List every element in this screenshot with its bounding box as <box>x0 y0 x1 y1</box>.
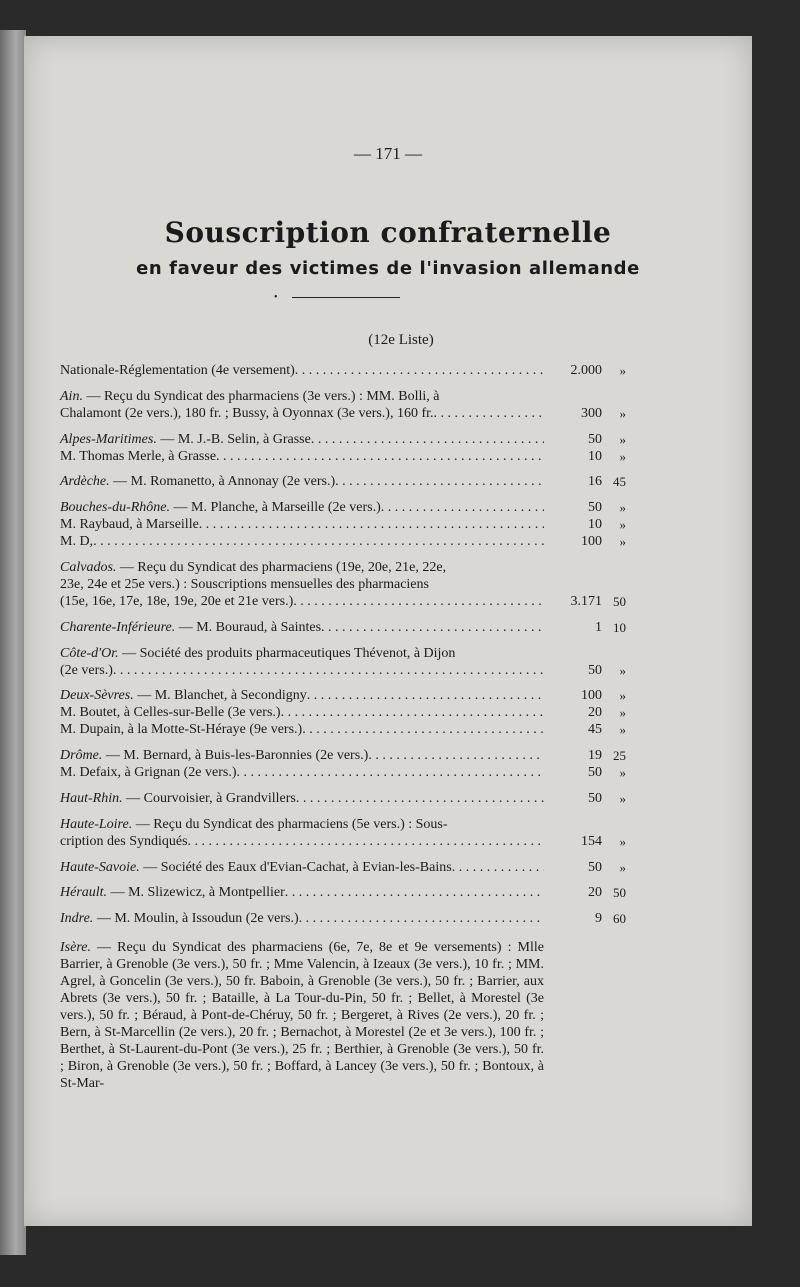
amount-cents: » <box>619 688 626 704</box>
entry-line <box>60 645 544 662</box>
amount-cents: » <box>619 662 626 678</box>
amount-value <box>544 559 602 576</box>
amount-cents <box>602 576 626 593</box>
list-item <box>60 473 630 490</box>
entry-description: — M. Planche, à Marseille (2e vers.) <box>170 500 381 516</box>
department-name: Haut-Rhin. <box>60 790 123 806</box>
amount-value: 20 <box>588 705 602 721</box>
amount-cents: » <box>619 534 626 550</box>
entry-description: M. Defaix, à Grignan (2e vers.) <box>60 765 237 781</box>
entry-line <box>60 721 544 738</box>
amount <box>544 764 630 781</box>
entry-text <box>60 884 544 901</box>
amount-cents <box>602 559 626 576</box>
entry-line <box>60 473 544 490</box>
entry-text <box>60 747 544 781</box>
entry-line <box>60 747 544 764</box>
amount-value: 20 <box>588 885 602 901</box>
department-name: Haute-Loire. <box>60 816 133 832</box>
entry-text <box>60 559 544 610</box>
entry-description: — Reçu du Syndicat des pharmaciens (6e, 7e, 8e et 9e versements) : Mlle Barrier, à Grenoble (3e vers.), 50 fr. ; Mme Valencin, à Izeaux (3e vers.), 10 fr. ; MM. Agrel, à Goncelin (3e vers.), 50 fr. Baboin, à Grenoble (3e vers.), 50 fr. ; Barrier, aux Abrets (3e vers.), 50 fr. ; Bataille, à La Tour-du-Pin, 50 fr. ; Bellet, à Morestel (3e vers.), 50 fr. ; Béraud, à Pont-de-Chéruy, 50 fr. ; Bergeret, à Rives (2e vers.), 20 fr. ; Bern, à St-Marcellin (2e vers.), 20 fr. ; Bernachot, à Morestel (2e et 3e vers.), 100 fr. ; Berthet, à St-Laurent-du-Pont (3e vers.), 25 fr. ; Berthier, à Grenoble (3e vers.), 50 fr. ; Biron, à Grenoble (3e vers.), 50 fr. ; Boffard, à Lancey (3e vers.), 50 fr. ; Bontoux, à St-Mar- <box>60 940 544 1092</box>
department-name: Bouches-du-Rhône. <box>60 500 171 516</box>
amount-value <box>544 645 602 662</box>
amount-value: 3.171 <box>570 593 602 609</box>
entry-description: cription des Syndiqués <box>60 833 188 849</box>
amount-cents: » <box>619 859 626 875</box>
page-title: Souscription confraternelle <box>164 216 612 249</box>
list-item <box>60 619 630 636</box>
entry-description: — Reçu du Syndicat des pharmaciens (3e vers.) : MM. Bolli, à <box>82 388 440 404</box>
entry-line <box>60 362 544 379</box>
leader-dots <box>285 884 544 901</box>
entry-line <box>60 790 544 807</box>
entry-amounts <box>544 816 630 850</box>
list-item <box>60 816 630 850</box>
leader-dots <box>381 499 544 516</box>
amount-value: 45 <box>588 722 602 738</box>
amount-cents: » <box>619 405 626 421</box>
entry-description: — Société des produits pharmaceutiques Thévenot, à Dijon <box>118 645 456 661</box>
amount <box>544 816 630 833</box>
entry-line <box>60 593 544 610</box>
list-item <box>60 559 630 610</box>
entry-description: (2e vers.) <box>60 662 113 678</box>
entry-description: — M. Romanetto, à Annonay (2e vers.) <box>109 474 336 490</box>
entry-text <box>60 619 544 636</box>
amount <box>544 559 630 576</box>
leader-dots <box>237 764 545 781</box>
department-name: Isère. <box>60 940 91 956</box>
list-item <box>60 747 630 781</box>
department-name: Hérault. <box>60 885 108 901</box>
entry-line <box>60 687 544 704</box>
leader-dots <box>321 619 544 636</box>
list-item <box>60 499 630 550</box>
entry-text <box>60 431 544 465</box>
amount-cents <box>602 388 626 405</box>
page-number: — 171 — <box>354 144 422 163</box>
amount-cents: » <box>619 722 626 738</box>
amount-value: 2.000 <box>570 363 602 378</box>
amount-cents: 50 <box>613 885 626 901</box>
department-name: Deux-Sèvres. <box>60 688 134 704</box>
entry-amounts <box>544 884 630 901</box>
amount-cents: » <box>619 765 626 781</box>
list-item <box>60 645 630 679</box>
entry-line <box>60 816 544 833</box>
leader-dots <box>113 662 544 679</box>
amount <box>544 645 630 662</box>
entry-line <box>60 910 544 927</box>
entry-text <box>60 859 544 876</box>
entry-description: — M. Bouraud, à Saintes <box>175 619 322 635</box>
entry-amounts <box>544 388 630 422</box>
list-item <box>60 790 630 807</box>
entry-line <box>60 576 544 593</box>
amount-cents: 60 <box>613 911 626 927</box>
entry-amounts <box>544 619 630 636</box>
department-name: Côte-d'Or. <box>60 645 119 661</box>
list-item <box>60 687 630 738</box>
entry-description: (15e, 16e, 17e, 18e, 19e, 20e et 21e vers.) <box>60 593 294 609</box>
entry-description: M. Boutet, à Celles-sur-Belle (3e vers.) <box>60 705 281 721</box>
amount <box>544 747 630 764</box>
amount-value: 100 <box>581 688 602 704</box>
leader-dots <box>452 859 544 876</box>
entry-description: — M. Slizewicz, à Montpellier <box>107 885 285 901</box>
list-item <box>60 884 630 901</box>
amount-value: 50 <box>588 859 602 875</box>
entry-line <box>60 405 544 422</box>
list-heading: (12e Liste) <box>368 332 434 348</box>
amount <box>544 473 630 490</box>
amount-value: 154 <box>581 833 602 849</box>
entry-description: M. D, <box>60 534 94 550</box>
entry-amounts <box>544 559 630 610</box>
leader-dots <box>296 790 544 807</box>
title-divider <box>292 297 400 298</box>
entry-description: — M. Moulin, à Issoudun (2e vers.) <box>93 911 299 927</box>
amount-cents: 50 <box>613 593 626 609</box>
leader-dots <box>293 593 544 610</box>
list-item <box>60 939 630 1092</box>
page-subtitle: en faveur des victimes de l'invasion allemande <box>136 258 640 279</box>
amount <box>544 388 630 405</box>
entry-line <box>60 662 544 679</box>
amount <box>544 910 630 927</box>
amount-value: 50 <box>588 790 602 806</box>
leader-dots <box>307 687 544 704</box>
book-binding-edge <box>0 30 26 1255</box>
subscription-list <box>60 362 630 1101</box>
department-name: Alpes-Maritimes. <box>60 431 157 447</box>
amount <box>544 704 630 721</box>
entry-amounts <box>544 362 630 379</box>
entry-text <box>60 362 544 379</box>
amount-cents <box>602 816 626 833</box>
entry-description: — M. Blanchet, à Secondigny <box>133 688 307 704</box>
amount <box>544 662 630 679</box>
entry-amounts <box>544 687 630 738</box>
entry-line <box>60 619 544 636</box>
amount-value: 50 <box>588 765 602 781</box>
department-name: Ardèche. <box>60 474 110 490</box>
entry-text <box>60 388 544 422</box>
amount-value: 50 <box>588 431 602 447</box>
leader-dots <box>368 747 544 764</box>
department-name: Haute-Savoie. <box>60 859 140 875</box>
entry-description: M. Raybaud, à Marseille <box>60 517 199 533</box>
amount-value: 300 <box>581 405 602 421</box>
entry-text <box>60 816 544 850</box>
leader-dots <box>281 704 544 721</box>
amount <box>544 687 630 704</box>
amount-value: 100 <box>581 534 602 550</box>
amount <box>544 790 630 807</box>
leader-dots <box>199 516 544 533</box>
entry-text <box>60 910 544 927</box>
amount <box>544 619 630 636</box>
amount-cents: » <box>619 833 626 849</box>
amount-value <box>544 816 602 833</box>
entry-description: — Reçu du Syndicat des pharmaciens (5e vers.) : Sous- <box>132 816 448 832</box>
amount <box>544 721 630 738</box>
amount-value: 50 <box>588 662 602 678</box>
amount <box>544 833 630 850</box>
amount-cents: » <box>619 790 626 806</box>
entry-line <box>60 833 544 850</box>
entry-line <box>60 533 544 550</box>
entry-description: — M. J.-B. Selin, à Grasse <box>156 431 311 447</box>
entry-line <box>60 859 544 876</box>
amount-value: 16 <box>588 474 602 490</box>
entry-amounts <box>544 910 630 927</box>
entry-description: — Courvoisier, à Grandvillers <box>122 790 296 806</box>
amount-cents: » <box>619 431 626 447</box>
amount-cents: 25 <box>613 748 626 764</box>
list-item <box>60 910 630 927</box>
entry-amounts <box>544 473 630 490</box>
department-name: Ain. <box>60 388 83 404</box>
entry-line <box>60 499 544 516</box>
amount-value: 10 <box>588 517 602 533</box>
department-name: Charente-Inférieure. <box>60 619 176 635</box>
entry-line <box>60 559 544 576</box>
amount-cents: » <box>619 500 626 516</box>
entry-line <box>60 764 544 781</box>
entry-amounts <box>544 645 630 679</box>
amount-value <box>544 576 602 593</box>
entry-text <box>60 499 544 550</box>
amount-cents: » <box>619 448 626 464</box>
entry-description: — Reçu du Syndicat des pharmaciens (19e, 20e, 21e, 22e, <box>116 559 447 575</box>
leader-dots <box>216 448 544 465</box>
amount <box>544 431 630 448</box>
list-item <box>60 431 630 465</box>
leader-dots <box>93 533 544 550</box>
amount <box>544 362 630 379</box>
leader-dots <box>188 833 544 850</box>
isere-paragraph <box>60 939 544 1092</box>
entry-description: Chalamont (2e vers.), 180 fr. ; Bussy, à Oyonnax (3e vers.), 160 fr. <box>60 405 434 421</box>
amount <box>544 859 630 876</box>
entry-text <box>60 939 544 1092</box>
amount <box>544 499 630 516</box>
department-name: Drôme. <box>60 748 103 764</box>
entry-text <box>60 473 544 490</box>
divider-dot: • <box>274 292 278 303</box>
entry-line <box>60 448 544 465</box>
document-page <box>24 36 752 1226</box>
amount-value <box>544 388 602 405</box>
entry-amounts <box>544 859 630 876</box>
entry-amounts <box>544 431 630 465</box>
amount <box>544 405 630 422</box>
amount-value: 19 <box>588 748 602 764</box>
amount-value: 9 <box>595 911 602 927</box>
amount <box>544 533 630 550</box>
amount-value: 50 <box>588 500 602 516</box>
amount <box>544 576 630 593</box>
entry-description: M. Thomas Merle, à Grasse <box>60 448 217 464</box>
entry-line <box>60 884 544 901</box>
amount-cents: » <box>619 517 626 533</box>
leader-dots <box>311 431 544 448</box>
entry-line <box>60 388 544 405</box>
entry-amounts <box>544 790 630 807</box>
entry-description: Nationale-Réglementation (4e versement) <box>60 363 295 378</box>
entry-description: 23e, 24e et 25e vers.) : Souscriptions mensuelles des pharmaciens <box>60 576 429 592</box>
entry-text <box>60 687 544 738</box>
amount-cents <box>602 645 626 662</box>
amount-value: 1 <box>595 619 602 635</box>
entry-description: M. Dupain, à la Motte-St-Héraye (9e vers.) <box>60 722 303 738</box>
list-item <box>60 362 630 379</box>
amount-cents: 10 <box>613 619 626 635</box>
list-item <box>60 859 630 876</box>
leader-dots <box>434 405 544 422</box>
department-name: Indre. <box>60 911 94 927</box>
amount-cents: » <box>619 363 626 378</box>
entry-text <box>60 790 544 807</box>
entry-text <box>60 645 544 679</box>
leader-dots <box>335 473 544 490</box>
entry-amounts <box>544 747 630 781</box>
entry-line <box>60 516 544 533</box>
entry-description: — M. Bernard, à Buis-les-Baronnies (2e vers.) <box>102 748 369 764</box>
department-name: Calvados. <box>60 559 117 575</box>
list-item <box>60 388 630 422</box>
amount <box>544 516 630 533</box>
leader-dots <box>302 721 544 738</box>
amount <box>544 448 630 465</box>
leader-dots <box>299 910 544 927</box>
entry-line <box>60 704 544 721</box>
entry-line <box>60 431 544 448</box>
amount-value: 10 <box>588 448 602 464</box>
amount-cents: » <box>619 705 626 721</box>
leader-dots <box>295 362 544 379</box>
entry-description: — Société des Eaux d'Evian-Cachat, à Evian-les-Bains <box>139 859 452 875</box>
amount <box>544 884 630 901</box>
amount-cents: 45 <box>613 474 626 490</box>
entry-amounts <box>544 499 630 550</box>
amount <box>544 593 630 610</box>
